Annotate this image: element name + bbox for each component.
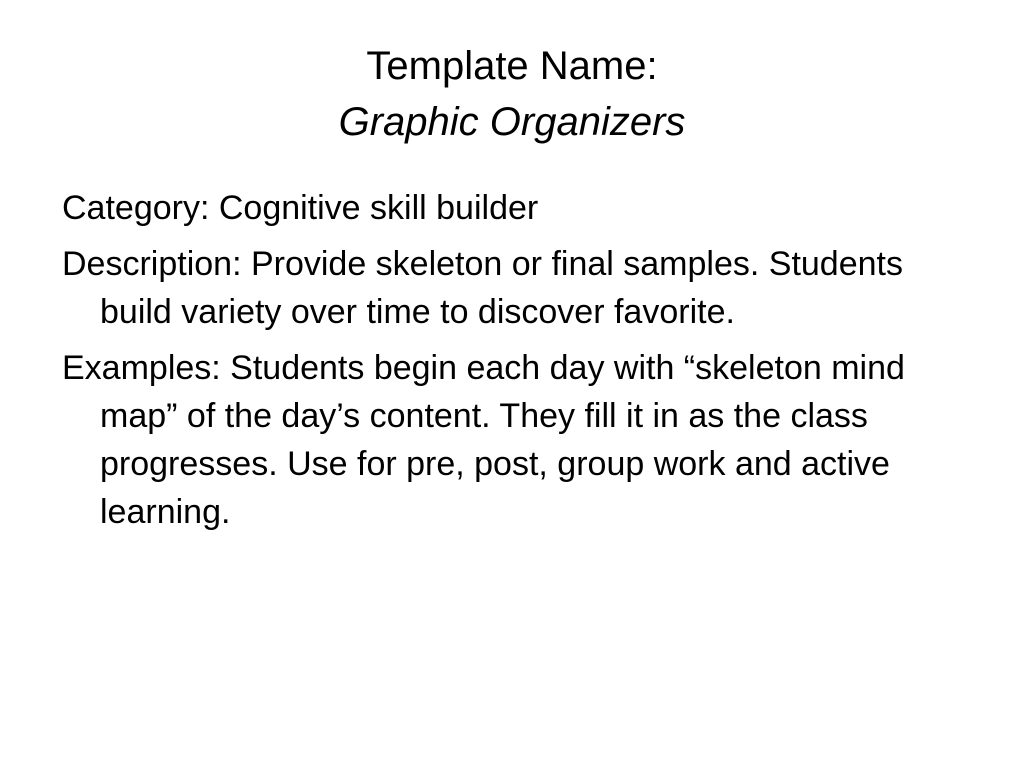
category-paragraph: Category: Cognitive skill builder <box>62 189 539 227</box>
slide-subtitle: Graphic Organizers <box>338 100 686 144</box>
slide-title-block <box>0 38 1024 150</box>
description-paragraph: Description: Provide skeleton or final samples. Students build variety over time to discover favorite. <box>62 245 903 331</box>
slide-body <box>62 184 962 544</box>
slide-title: Template Name: <box>366 44 658 88</box>
examples-paragraph: Examples: Students begin each day with “skeleton mind map” of the day’s content. They fill it in as the class progresses. Use for pre, post, group work and active learning. <box>62 349 905 531</box>
